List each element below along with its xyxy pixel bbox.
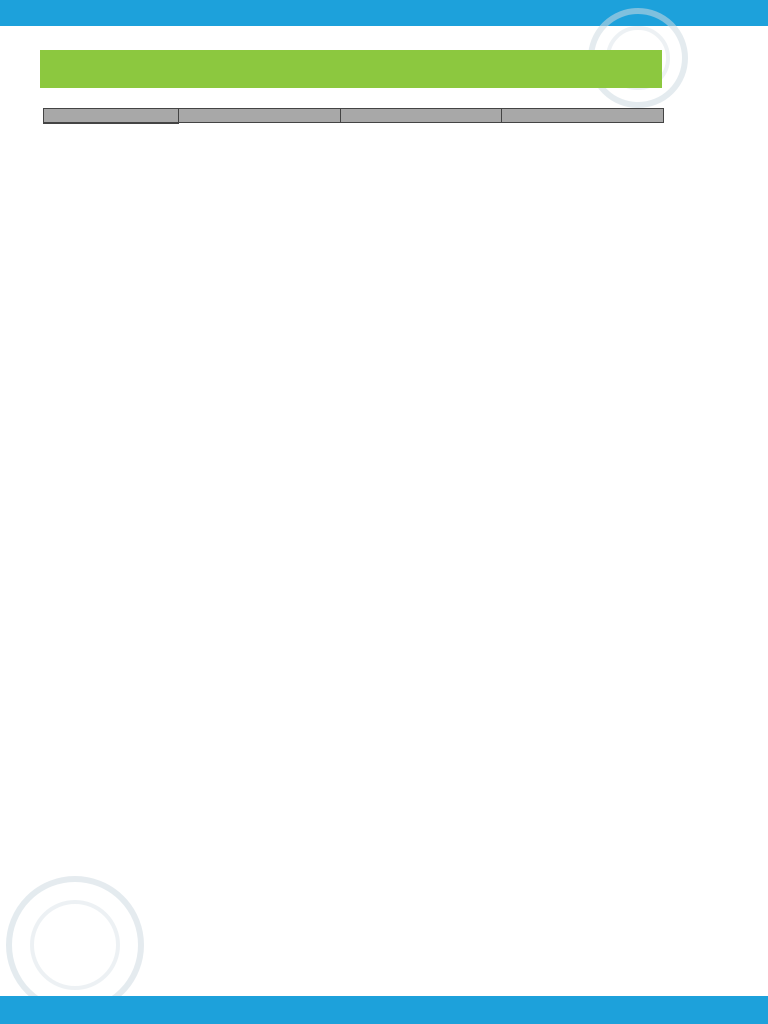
table-header-row: [44, 109, 664, 123]
row-label: [44, 123, 179, 124]
watermark-logo-icon: [6, 876, 144, 1014]
corrosives-table: [43, 108, 664, 124]
column-header-hcl: [502, 109, 664, 123]
footer-bar: [0, 996, 768, 1024]
table-row: [44, 123, 664, 124]
column-header-sulphuric: [179, 109, 341, 123]
column-header-feature: [44, 109, 179, 123]
column-header-nitric: [341, 109, 502, 123]
title-banner: [40, 50, 662, 88]
table-body: [44, 123, 664, 124]
